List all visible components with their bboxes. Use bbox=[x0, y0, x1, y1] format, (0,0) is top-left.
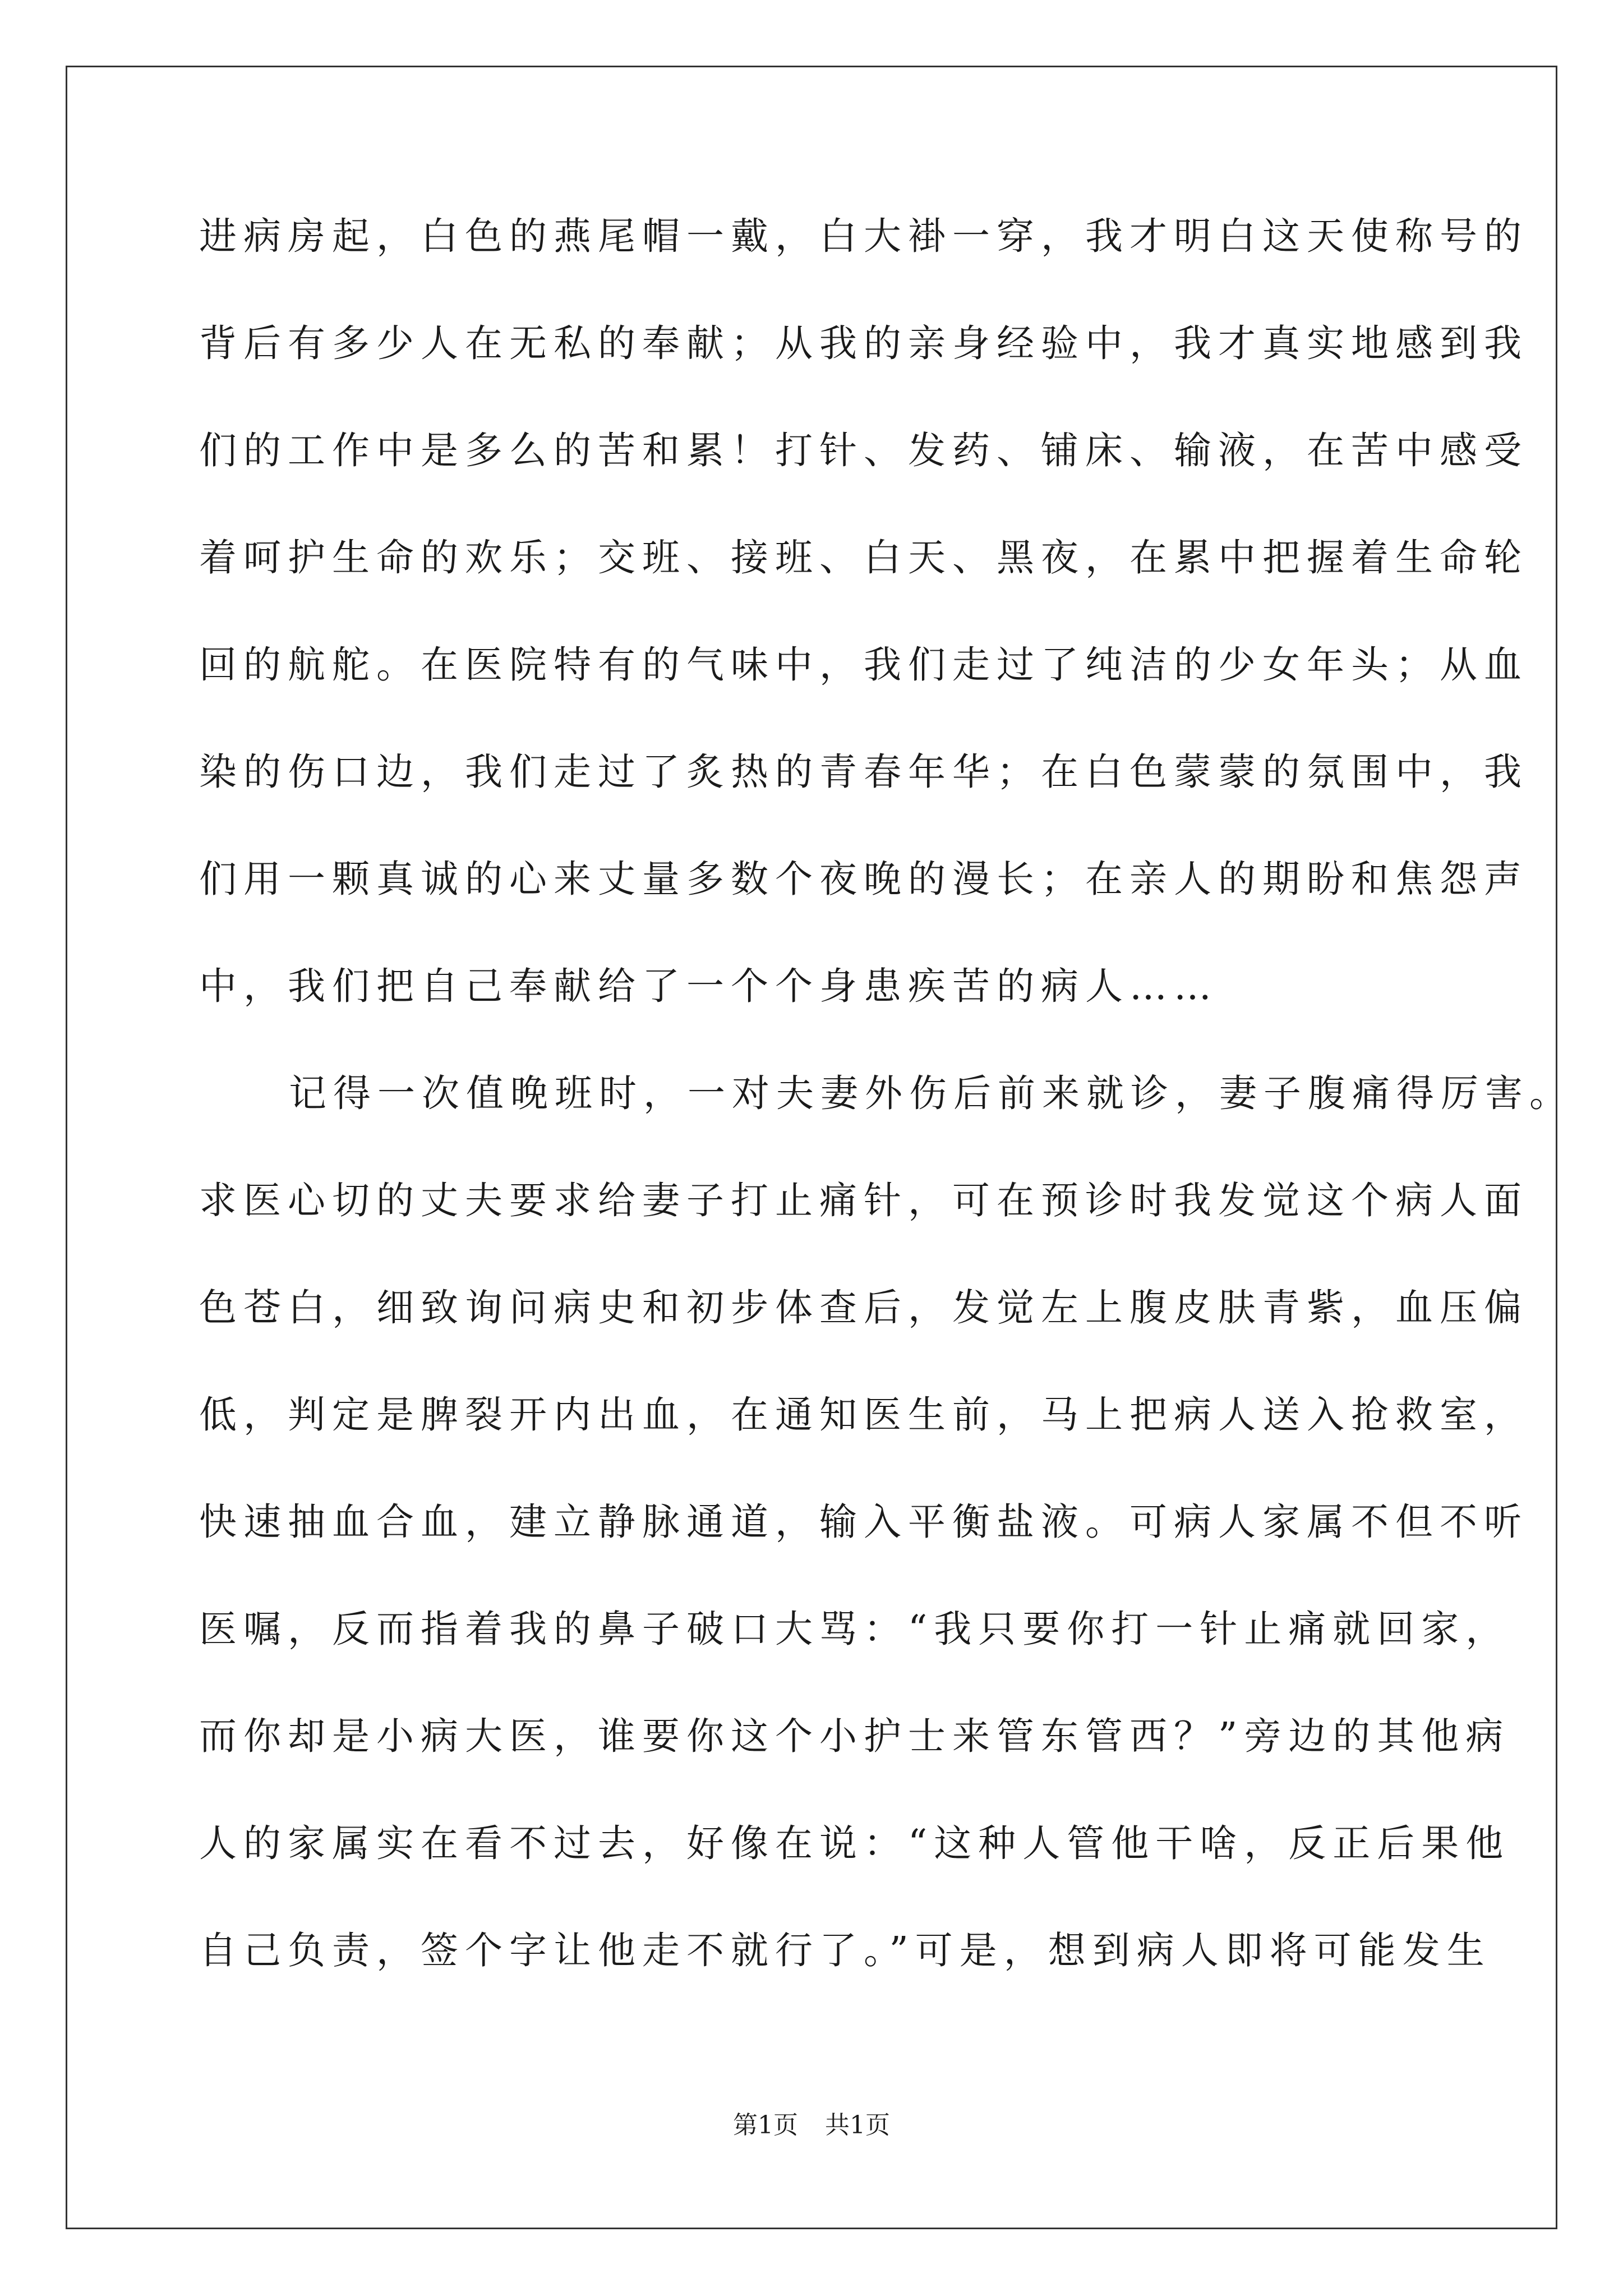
text-line: 着呵护生命的欢乐；交班、接班、白天、黑夜，在累中把握着生命轮 bbox=[199, 536, 1528, 579]
text-line: 们的工作中是多么的苦和累！打针、发药、铺床、输液，在苦中感受 bbox=[199, 429, 1528, 472]
text-line: 医嘱，反而指着我的鼻子破口大骂：“我只要你打一针止痛就回家， bbox=[199, 1607, 1510, 1651]
page-number: 第1页 bbox=[733, 2111, 798, 2139]
paragraph-first-line: 记得一次值晚班时，一对夫妻外伤后前来就诊，妻子腹痛得厉害。 bbox=[289, 1071, 1574, 1115]
text-line: 人的家属实在看不过去，好像在说：“这种人管他干啥，反正后果他 bbox=[199, 1821, 1510, 1865]
text-line: 自己负责，签个字让他走不就行了。”可是，想到病人即将可能发生 bbox=[199, 1929, 1491, 1972]
text-line: 染的伤口边，我们走过了炙热的青春年华；在白色蒙蒙的氛围中，我 bbox=[199, 750, 1528, 794]
text-line: 而你却是小病大医，谁要你这个小护士来管东管西？”旁边的其他病 bbox=[199, 1714, 1510, 1758]
page-footer bbox=[0, 2105, 1623, 2141]
text-line: 们用一颗真诚的心来丈量多数个夜晚的漫长；在亲人的期盼和焦怨声 bbox=[199, 857, 1528, 901]
text-line: 低，判定是脾裂开内出血，在通知医生前，马上把病人送入抢救室， bbox=[199, 1393, 1528, 1437]
text-line: 背后有多少人在无私的奉献；从我的亲身经验中，我才真实地感到我 bbox=[199, 321, 1528, 365]
text-line: 中，我们把自己奉献给了一个个身患疾苦的病人…… bbox=[199, 964, 1218, 1008]
document-body bbox=[199, 213, 1574, 2035]
text-line: 色苍白，细致询问病史和初步体查后，发觉左上腹皮肤青紫，血压偏 bbox=[199, 1286, 1528, 1329]
text-line: 进病房起，白色的燕尾帽一戴，白大褂一穿，我才明白这天使称号的 bbox=[199, 214, 1528, 258]
page-total: 共1页 bbox=[825, 2111, 890, 2139]
text-line: 求医心切的丈夫要求给妻子打止痛针，可在预诊时我发觉这个病人面 bbox=[199, 1179, 1528, 1222]
text-line: 回的航舵。在医院特有的气味中，我们走过了纯洁的少女年头；从血 bbox=[199, 643, 1528, 687]
text-line: 快速抽血合血，建立静脉通道，输入平衡盐液。可病人家属不但不听 bbox=[199, 1500, 1528, 1544]
